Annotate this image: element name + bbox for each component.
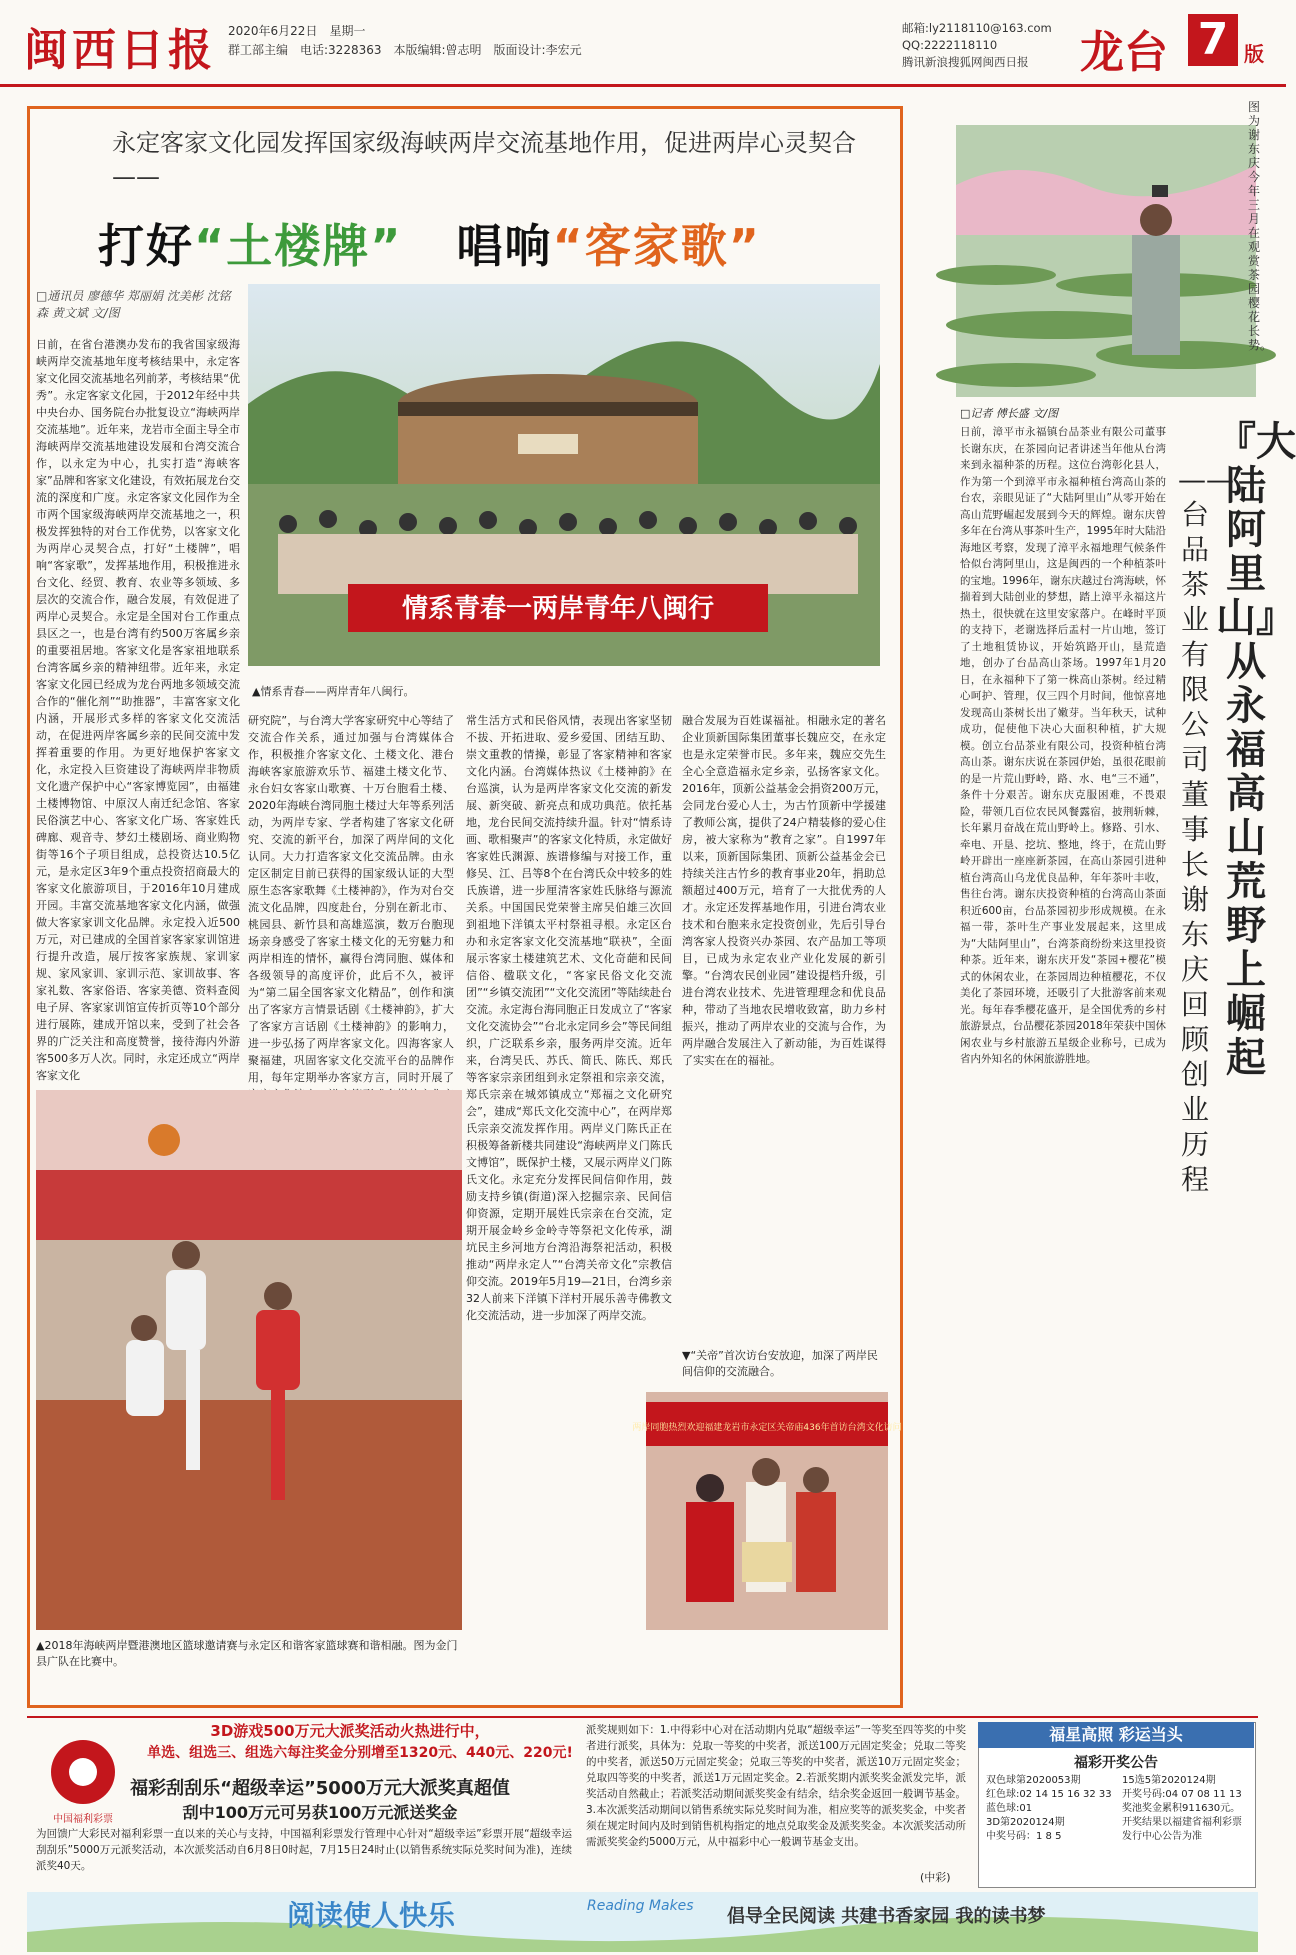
reading-content: [27, 1892, 1258, 1952]
draw155-title: 15选5第2020124期: [1122, 1775, 1216, 1786]
lead-col-1: 日前，在省台港澳办发布的我省国家级海峡两岸交流基地年度考核结果中，永定客家文化园交流基地名列前茅，考核结果“优秀”。永定客家文化园，于2012年经中共中央台办、国务院台办批复设立“海峡两岸交流基地”。近年来，龙岩市全面主导全市海峡两岸交流基地建设发展和台湾交流合作，以永定为中心，扎实打造“海峡客家”品牌和客家文化建设，有效拓展龙台交流的深度和广度。永定客家文化园作为全市两个国家级海峡两岸交流基地之一，积极发挥独特的对台工作优势，以客家文化为两岸心灵契合点，打好“土楼牌”，唱响“客家歌”，发挥基地作用，积极推进永台文化、经贸、教育、农业等多领域、多层次的交流合作，融合发展，有效促进了两岸心灵契合。永定是全国对台工作重点县区之一，也是台湾有约500万客属乡亲的重要祖居地。客家文化是客家祖地联系台湾客属乡亲的精神纽带。近年来，永定客家文化园已经成为龙台两地多领域交流合作的“催化剂”“助推器”，丰富客家文化内涵，开展形式多样的客家文化交流活动，在促进两岸客属乡亲的民间交流中发挥着重要的作用。为更好地保护客家文化，永定投入巨资建设了海峡两岸非物质文化遗产保护中心“客家博览园”，由福建土楼博物馆、中原汉人南迁纪念馆、客家民俗演艺中心、客家文化广场、客家姓氏碑廊、观音寺、梦幻土楼剧场、商业购物街等16个子项目组成，总投资达10.5亿元，是永定区3年9个重点投资招商最大的客家文化旅游项目，于2016年10月建成开园。丰富交流基地客家文化内涵，做强做大客家家训文化品牌。永定投入近500万元，对已建成的全国首家客家家训馆进行提升改造，展厅按客家族规、家训家规、家风家训、家训示范、家训故事、客家礼数、客家俗语、客家美德、资料查阅电子屏、客家家训馆宣传折页等10个部分进行展陈，建成开馆以来，受到了社会各界的广泛关注和高度赞誉，接待海内外游客500多万人次。同时，永定还成立“两岸客家文化: [36, 338, 240, 1082]
draw-box-title: 福星高照 彩运当头: [978, 1722, 1254, 1748]
lottery-headline-3: 福彩刮刮乐“超级幸运”5000万元大派奖真超值: [130, 1778, 510, 1799]
side-byline: □记者 傅长盛 文/图: [960, 407, 1059, 420]
lead-col-2: 研究院”，与台湾大学客家研究中心等结了交流合作关系，通过加强与台湾媒体合作，积极推介客家文化、土楼文化、港台海峡客家旅游欢乐节、福建土楼文化节、永台妇女客家山歌赛、十万台胞看土楼、2020年海峡台湾同胞土楼过大年等系列活动，为两岸专家、学者构建了客家文化研究、交流的新平台，加深了两岸间的文化认同。大力打造客家文化交流品牌。由永定区制定目前已获得的国家级认证的大型原生态客家歌舞《土楼神韵》，作为对台交流文化品牌，四度赴台，分别在新北市、桃园县、新竹县和高雄巡演，数万台胞现场亲身感受了客家土楼文化的无穷魅力和两岸相连的情怀，赢得台湾同胞、媒体和各级领导的高度评价，此后不久，被评为“第二届全国客家文化精品”，创作和演出了客家方言情景话剧《土楼神韵》，扩大了客家方言话剧《土楼神韵》的影响力，进一步弘扬了两岸客家文化。四海客家人聚福建，巩固客家文化交流平台的品牌作用，每年定期举办客家方言，同时开展了: [248, 714, 454, 1084]
lottery-headline-2: 单选、组选三、组选六每注奖金分别增至1320元、440元、220元!: [147, 1745, 573, 1761]
lottery-signature: (中彩): [920, 1871, 951, 1884]
side-body: 日前，漳平市永福镇台品茶业有限公司董事长谢东庆，在茶园向记者讲述当年他从台湾来到永福种茶的历程。这位台湾彰化县人，作为第一个到漳平市永福种植台湾高山茶的台农，亲眼见证了“大陆阿里山”从零开始在高山荒野崛起发展到今天的辉煌。谢东庆曾多年在台湾从事茶叶生产，1995年时大陆沿海地区考察，发现了漳平永福地理气候条件恰似台湾阿里山，这是闽西的一个种植茶叶的宝地。1996年，谢东庆越过台湾海峡，怀揣着到大陆创业的梦想，踏上漳平永福这片热土，很快就在这里安家落户。在峰时平顶的支持下，老谢选择后盂村一片山地，签订了土地租赁协议，开始筑路开山，垦荒造地，创办了台品高山茶场。1997年1月20日，在永福种下了第一株高山茶树。经过精心呵护、管理，仅三四个月时间，他惊喜地发现高山茶树长出了嫩芽。当年秋天，试种成功，促使他下决心大面积种植，扩大规模。创立台品茶业有限公司，投资种植台湾高山茶。谢东庆说在茶园伊始，虽很花眼前的是一片荒山野岭，路、水、电“三不通”，条件十分艰苦。谢东庆克服困难，不畏艰险，带领几百位农民风餐露宿，披荆斩棘，长年累月奋战在荒山野岭上。修路、引水、牵电、开垦、挖坑、整地，终于，在荒山野岭开辟出一座座新茶园，在高山茶园引进种植台湾高山乌龙优良品种，年年茶叶丰收，售往台湾。谢东庆投资种植的台湾高山茶面积近600亩，台品茶园初步形成规模。在永福一带，茶叶生产事业发展起来，这里成为“大陆阿里山”，台湾茶商纷纷来这里投资种茶。近年来，谢东庆开发“茶园+樱花”模式的休闲农业，在茶园周边种植樱花，不仅美化了茶园环境，还吸引了大批游客前来观光。每年春季樱花盛开，是全国优秀的乡村旅游景点，台品樱花茶园2018年荣获中国休闲农业与乡村旅游五星级企业称号，已成为省内外知名的休闲旅游胜地。: [960, 426, 1166, 1065]
date-line: 2020年6月22日 星期一: [228, 24, 366, 38]
group-photo: [248, 284, 880, 666]
photo1-banner-text: 情系青春一两岸青年八闽行: [401, 594, 715, 624]
draw155-pool: 奖池奖金累积911630元。: [1122, 1803, 1241, 1814]
page-label: 版: [1244, 42, 1264, 66]
box-footer-2: 发行中心公告为准: [1122, 1831, 1202, 1842]
reading-english: Reading Makes: [587, 1898, 694, 1914]
photo2-caption: ▲2018年海峡两岸暨港澳地区篮球邀请赛与永定区和谐客家篮球赛和谐相融。图为金门县广队在比赛中。: [36, 1639, 458, 1668]
reading-title: 阅读使人快乐: [287, 1899, 456, 1932]
editor-line: 群工部主编 电话:3228363 本版编辑:曾志明 版面设计:李宏元: [228, 43, 582, 57]
partner: 腾讯新浪搜狐网闽西日报: [902, 55, 1029, 69]
draw-ssq: [986, 1774, 1116, 1844]
fc3d-title: 3D第2020124期: [986, 1817, 1065, 1828]
headline-part2: 唱响: [456, 219, 553, 273]
lead-col-3: 常生活方式和民俗风情，表现出客家坚韧不拔、开拓进取、爱乡爱国、团结互助、崇文重教的情操，彰显了客家精神和客家文化内涵。台湾媒体热议《土楼神韵》在台巡演，认为是两岸客家文化交流的新发展、新突破、新亮点和成功典范。依托基地，龙台民间交流持续升温。针对“情系诗画、歌相聚声”的客家文化特质，永定做好客家姓氏渊源、族谱修编与对接工作，重修吴、江、吕等8个在台湾氏众中较多的姓氏族谱，进一步厘清客家姓氏脉络与源流关系。中国国民党荣誉主席吴伯雄三次回到祖地下洋镇太平村祭祖寻根。永定区台办和永定客家文化交流基地“联袂”，全面展示客家土楼建筑艺术、文化奇葩和民间信俗、楹联文化，“客家民俗文化交流团”“乡镇交流团”“文化交流团”等陆续赴台交流。永定海台海同胞正日发成立了“客家文化交流协会”“台北永定同乡会”等民间组织，广泛联系乡亲，服务两岸交流。近年来，台湾吴氏、苏氏、简氏、陈氏、郑氏等客家宗亲团组到永定祭祖和宗亲交流，郑氏宗亲在城郊镇成立“郑福之文化研究会”，建成“郑氏文化交流中心”，在两岸郑氏宗亲交流发挥作用。两岸义门陈氏正在积极筹备新楼共同建设“海峡两岸义门陈氏文博馆”，既保护土楼，又展示两岸义门陈氏文化。永定充分发挥民间信仰作用，鼓励支持乡镇(街道)深入挖掘宗亲、民间信仰资源，定期开展姓氏宗亲在台交流，定期开展金岭乡金岭寺等祭祀文化传承，湖坑民主乡河地方台湾沿海祭祀活动，积极推动“两岸永定人”“台湾关帝文化”宗教信仰交流。2019年5月19—21日，台湾乡亲32人前来下洋镇下洋村开展乐善寺佛教文化交流活动，进一步加深了两岸交流。: [466, 714, 672, 1322]
qq: QQ:2222118110: [902, 38, 998, 52]
box-footer-1: 开奖结果以福建省福利彩票: [1122, 1817, 1242, 1828]
lottery-body-1: 为回馈广大彩民对福利彩票一直以来的关心与支持，中国福利彩票发行管理中心针对“超级幸运”彩票开展“超级幸运刮刮乐”5000万元派奖活动，本次派奖活动自6月8日0时起，7月15日24时止(以销售系统实际兑奖时间为准)，连续派奖40天。: [36, 1828, 572, 1872]
lottery-headline-1: 3D游戏500万元大派奖活动火热进行中，: [210, 1722, 490, 1740]
headline-quote1: “土楼牌”: [194, 219, 403, 273]
guandi-photo: [632, 1392, 902, 1630]
page-number: 7: [1188, 14, 1238, 66]
fc3d-numbers: 中奖号码：1 8 5: [986, 1831, 1062, 1842]
lottery-headline-4: 刮中100万元可另获100万元派送奖金: [182, 1803, 458, 1822]
ssq-blue: 蓝色球:01: [986, 1803, 1033, 1814]
side-photo-caption: 图为谢东庆今年三月在观赏茶园樱花长势。: [1248, 100, 1273, 352]
reading-slogan: 倡导全民阅读 共建书香家园 我的读书梦: [727, 1906, 1046, 1927]
draw-box-subtitle: 福彩开奖公告: [1074, 1755, 1158, 1771]
side-title: 『大陆阿里山』从永福高山荒野上崛起: [1216, 418, 1296, 1081]
lottery-logo-text: 中国福利彩票: [53, 1814, 113, 1825]
tea-garden-photo: [956, 125, 1256, 397]
headline-quote2: “客家歌”: [552, 219, 761, 273]
lead-col-4: 融合发展为百姓谋福祉。相融永定的著名企业顶新国际集团董事长魏应交，在永定也是永定荣誉市民。多年来，魏应交先生全心全意造福永定乡亲，弘扬客家文化。2016年，顶新公益基金会捐资200万元，会同龙台爱心人士，为古竹顶新中学援建了教师公寓，提供了24户精装修的爱心住房，被大家称为“教育之家”。自1997年以来，顶新国际集团、顶新公益基金会已持续关注古竹乡的教育事业20年，捐助总额超过400万元，培育了一大批优秀的人才。永定还发挥基地作用，引进台湾农业技术和台胞来永定投资创业，先后引导台湾客家人投资兴办茶园、农产品加工等项目，已成为永定农业产业化发展的新引擎。“台湾农民创业园”建设提档升级，引进台湾农业技术、先进管理理念和优良品种，带动了当地农民增收致富，助力乡村振兴，推动了两岸农业的交流与合作，为两岸融合发展注入了新动能，为百姓谋得了实实在在的福祉。: [682, 714, 886, 1067]
lottery-divider: [27, 1716, 1258, 1718]
lead-headline: [98, 210, 761, 276]
lottery-body-2: 派奖规则如下：1.中得彩中心对在活动期内兑取“超级幸运”一等奖至四等奖的中奖者进行派奖，具体为：兑取一等奖的中奖者，派送100万元固定奖金；兑取二等奖的中奖者，派送50万元固定奖金；兑取三等奖的中奖者，派送10万元固定奖金；兑取四等奖的中奖者，派送1万元固定奖金。2.若派奖期内派奖奖金派发完毕，派奖活动自然截止；若派奖活动期间派奖奖金有结余，结余奖金返回一般调节基金。3.本次派奖活动期间以销售系统实际兑奖时间为准，相应奖等的派奖奖金，中奖者须在规定时间内及时到销售机构指定的地点兑取奖金及派奖奖金。本次派奖活动所需派奖奖金约5000万元，从中福彩中心一般调节基金支出。: [586, 1724, 966, 1848]
ssq-title: 双色球第2020053期: [986, 1775, 1081, 1786]
photo1-caption: ▲情系青春——两岸青年八闽行。: [252, 685, 415, 698]
section-name: 龙台: [1080, 27, 1168, 78]
ssq-red: 红色球:02 14 15 16 32 33: [986, 1789, 1112, 1800]
photo3-banner-text: 两岸同胞热烈欢迎福建龙岩市永定区关帝庙436年首访台湾文化访问: [632, 1423, 902, 1433]
headline-part1: 打好: [98, 219, 194, 273]
draw-155: [1122, 1774, 1250, 1844]
lead-byline: □通讯员 廖德华 郑丽娟 沈美彬 沈铭森 黄文斌 文/图: [36, 289, 231, 320]
basketball-photo: [36, 1090, 462, 1630]
side-subtitle: ——台品茶业有限公司董事长谢东庆回顾创业历程: [1178, 463, 1234, 1196]
draw155-numbers: 开奖号码:04 07 08 11 13: [1122, 1789, 1242, 1800]
lead-kicker: 永定客家文化园发挥国家级海峡两岸交流基地作用，促进两岸心灵契合——: [112, 129, 856, 191]
issue-info: [228, 22, 582, 60]
paper-logo: 闽西日报: [24, 25, 216, 76]
email: 邮箱:ly2118110@163.com: [902, 21, 1052, 35]
photo3-caption: ▼“关帝”首次访台安放迎，加深了两岸民间信仰的交流融合。: [682, 1349, 878, 1378]
contact-info: [902, 20, 1052, 71]
